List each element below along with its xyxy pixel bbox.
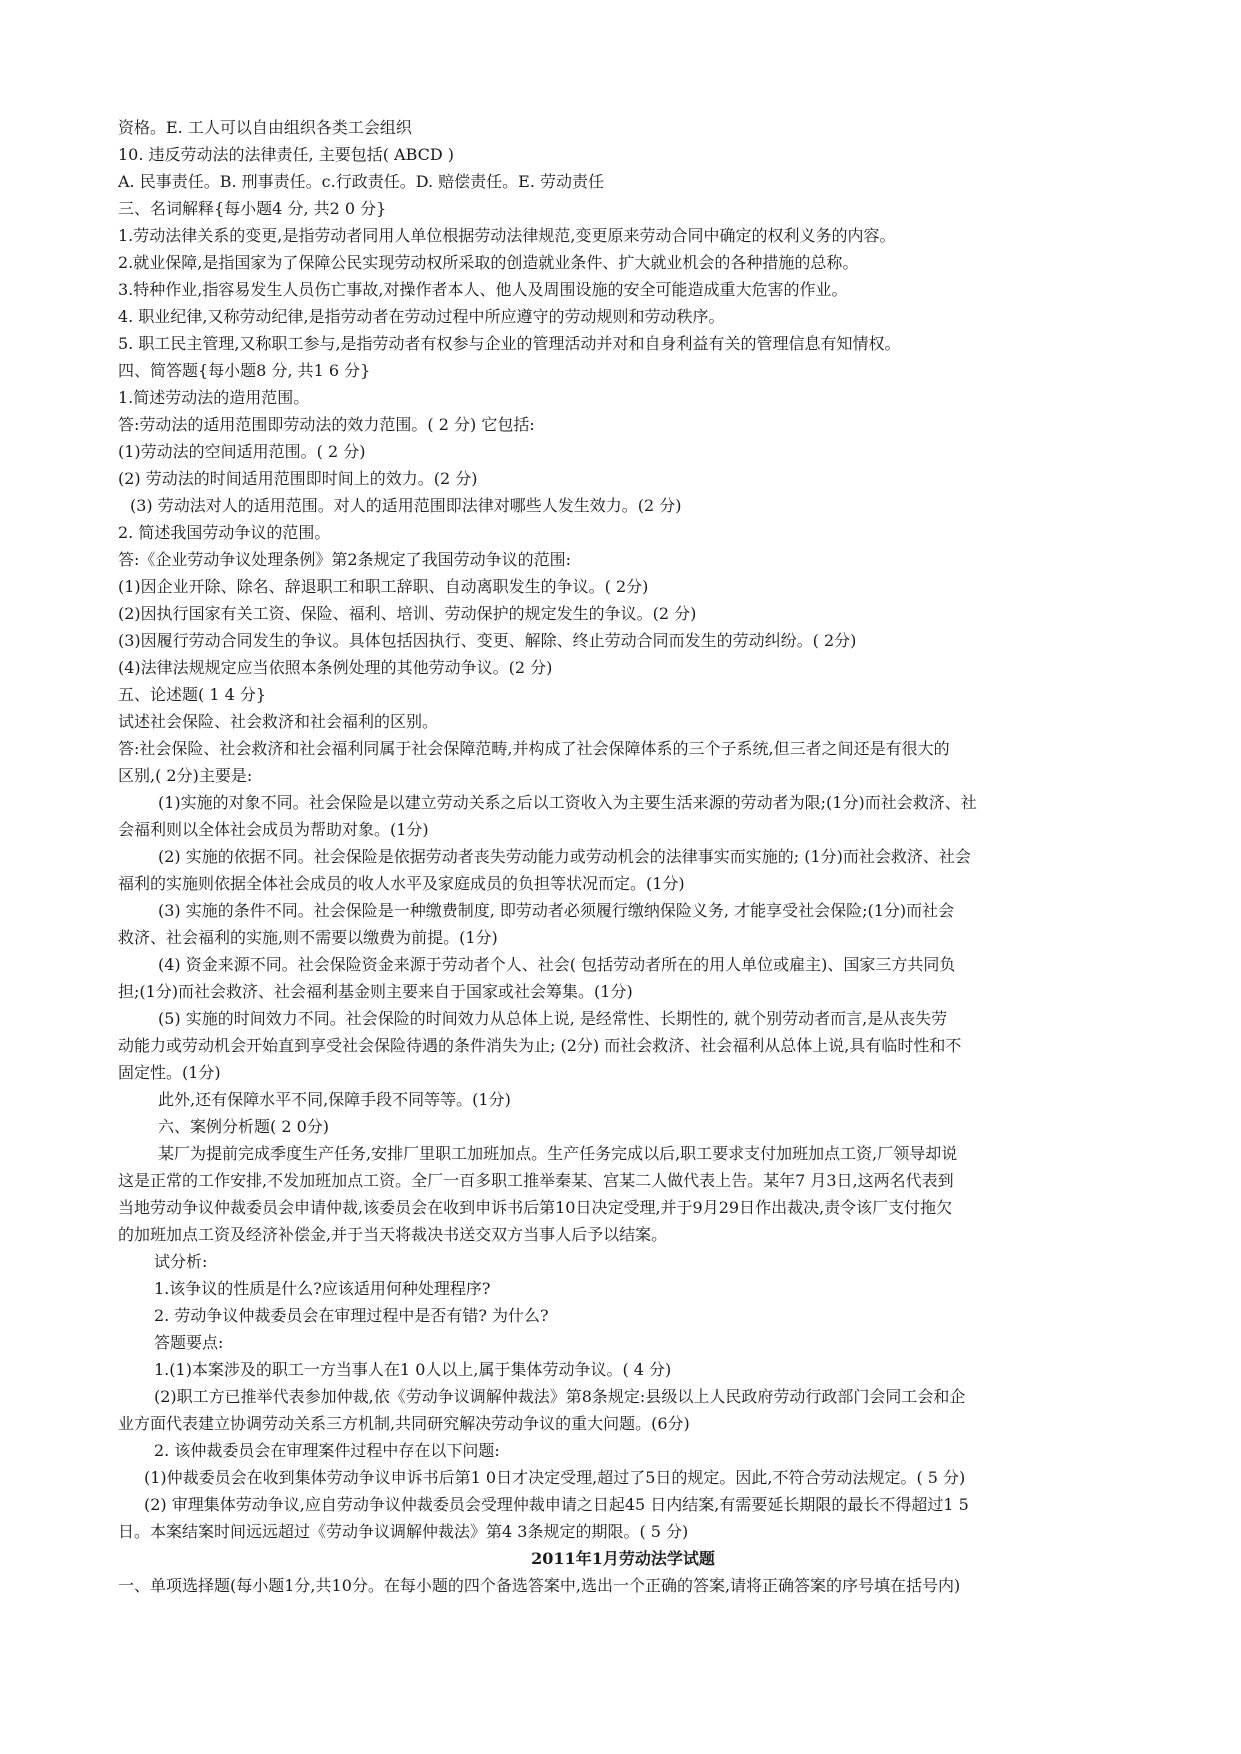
section-heading: 五、论述题( 1 4 分} xyxy=(118,685,267,704)
text-line: 试分析: xyxy=(154,1252,208,1271)
text-line: 这是正常的工作安排,不发加班加点工资。全厂一百多职工推举秦某、宫某二人做代表上告。某年7 月3日,这两名代表到 xyxy=(118,1171,954,1190)
text-line: (1)实施的对象不同。社会保险是以建立劳动关系之后以工资收入为主要生活来源的劳动者为限;(1分)而社会救济、社 xyxy=(158,793,977,812)
text-line: 的加班加点工资及经济补偿金,并于当天将裁决书送交双方当事人后予以结案。 xyxy=(118,1225,668,1244)
exam-title: 2011年1月劳动法学试题 xyxy=(531,1549,715,1568)
text-line: 5. 职工民主管理,又称职工参与,是指劳动者有权参与企业的管理活动并对和自身利益有关的管理信息有知情权。 xyxy=(118,334,901,353)
text-line: 2. 该仲裁委员会在审理案件过程中存在以下问题: xyxy=(154,1441,500,1460)
text-line: 担;(1分)而社会救济、社会福利基金则主要来自于国家或社会筹集。(1分) xyxy=(118,982,633,1001)
text-line: (2)因执行国家有关工资、保险、福利、培训、劳动保护的规定发生的争议。(2 分) xyxy=(118,604,697,623)
text-line: 固定性。(1分) xyxy=(118,1063,221,1082)
text-line: 救济、社会福利的实施,则不需要以缴费为前提。(1分) xyxy=(118,928,498,947)
text-line: A. 民事责任。B. 刑事责任。c.行政责任。D. 赔偿责任。E. 劳动责任 xyxy=(118,172,604,191)
text-line: (1)劳动法的空间适用范围。( 2 分) xyxy=(118,442,366,461)
text-line: 4. 职业纪律,又称劳动纪律,是指劳动者在劳动过程中所应遵守的劳动规则和劳动秩序。 xyxy=(118,307,725,326)
text-line: (3) 劳动法对人的适用范围。对人的适用范围即法律对哪些人发生效力。(2 分) xyxy=(130,496,682,515)
text-line: (4)法律法规规定应当依照本条例处理的其他劳动争议。(2 分) xyxy=(118,658,553,677)
text-line: 答:劳动法的适用范围即劳动法的效力范围。( 2 分) 它包括: xyxy=(118,415,535,434)
text-line: 2. 劳动争议仲裁委员会在审理过程中是否有错? 为什么? xyxy=(154,1306,549,1325)
text-line: (2) 审理集体劳动争议,应自劳动争议仲裁委员会受理仲裁申请之日起45 日内结案,有需要延长期限的最长不得超过1 5 xyxy=(144,1495,969,1514)
text-line: 2. 简述我国劳动争议的范围。 xyxy=(118,523,331,542)
text-line: 答:社会保险、社会救济和社会福利同属于社会保障范畴,并构成了社会保障体系的三个子系统,但三者之间还是有很大的 xyxy=(118,739,950,758)
text-line: (2)职工方已推举代表参加仲裁,依《劳动争议调解仲裁法》第8条规定:县级以上人民政府劳动行政部门会同工会和企 xyxy=(154,1387,966,1406)
section-heading: 六、案例分析题( 2 0分) xyxy=(158,1117,330,1136)
text-line: (2) 实施的依据不同。社会保险是依据劳动者丧失劳动能力或劳动机会的法律事实而实施的; (1分)而社会救济、社会 xyxy=(158,847,971,866)
text-line: 区别,( 2分)主要是: xyxy=(118,766,253,785)
text-line: 资格。E. 工人可以自由组织各类工会组织 xyxy=(118,118,412,137)
text-line: 会福利则以全体社会成员为帮助对象。(1分) xyxy=(118,820,429,839)
text-line: 此外,还有保障水平不同,保障手段不同等等。(1分) xyxy=(158,1090,511,1109)
text-line: 1.简述劳动法的造用范围。 xyxy=(118,388,310,407)
text-line: (1)因企业开除、除名、辞退职工和职工辞职、自动离职发生的争议。( 2分) xyxy=(118,577,649,596)
text-line: 当地劳动争议仲裁委员会申请仲裁,该委员会在收到申诉书后第10日决定受理,并于9月29日作出裁决,责令该厂支付拖欠 xyxy=(118,1198,953,1217)
text-line: 某厂为提前完成季度生产任务,安排厂里职工加班加点。生产任务完成以后,职工要求支付加班加点工资,厂领导却说 xyxy=(158,1144,958,1163)
text-line: (3) 实施的条件不同。社会保险是一种缴费制度, 即劳动者必须履行缴纳保险义务, 才能享受社会保险;(1分)而社会 xyxy=(158,901,955,920)
text-line: 2.就业保障,是指国家为了保障公民实现劳动权所采取的创造就业条件、扩大就业机会的各种措施的总称。 xyxy=(118,253,859,272)
text-line: (2) 劳动法的时间适用范围即时间上的效力。(2 分) xyxy=(118,469,478,488)
text-line: (3)因履行劳动合同发生的争议。具体包括因执行、变更、解除、终止劳动合同而发生的劳动纠纷。( 2分) xyxy=(118,631,857,650)
text-line: 10. 违反劳动法的法律责任, 主要包括( ABCD ) xyxy=(118,145,455,164)
text-line: 试述社会保险、社会救济和社会福利的区别。 xyxy=(118,712,439,731)
text-line: 1.劳动法律关系的变更,是指劳动者同用人单位根据劳动法律规范,变更原来劳动合同中确定的权利义务的内容。 xyxy=(118,226,896,245)
section-heading: 一、单项选择题(每小题1分,共10分。在每小题的四个备选答案中,选出一个正确的答案,请将正确答案的序号填在括号内) xyxy=(118,1576,961,1595)
text-line: 答:《企业劳动争议处理条例》第2条规定了我国劳动争议的范围: xyxy=(118,550,571,569)
text-line: (5) 实施的时间效力不同。社会保险的时间效力从总体上说, 是经常性、长期性的, 就个别劳动者而言,是从丧失劳 xyxy=(158,1009,948,1028)
section-heading: 三、名词解释{每小题4 分, 共2 0 分} xyxy=(118,199,387,218)
document-page xyxy=(118,114,1128,1599)
text-line: 日。本案结案时间远远超过《劳动争议调解仲裁法》第4 3条规定的期限。( 5 分) xyxy=(118,1522,689,1541)
text-line: 3.特种作业,指容易发生人员伤亡事故,对操作者本人、他人及周围设施的安全可能造成重大危害的作业。 xyxy=(118,280,848,299)
text-line: 福利的实施则依据全体社会成员的收人水平及家庭成员的负担等状况而定。(1分) xyxy=(118,874,685,893)
text-line: 业方面代表建立协调劳动关系三方机制,共同研究解决劳动争议的重大问题。(6分) xyxy=(118,1414,690,1433)
text-line: (4) 资金来源不同。社会保险资金来源于劳动者个人、社会( 包括劳动者所在的用人单位或雇主)、国家三方共同负 xyxy=(158,955,956,974)
text-line: 答题要点: xyxy=(154,1333,224,1352)
text-line: 1.该争议的性质是什么?应该适用何种处理程序? xyxy=(154,1279,491,1298)
section-heading: 四、简答题{每小题8 分, 共1 6 分} xyxy=(118,361,371,380)
text-line: 1.(1)本案涉及的职工一方当事人在1 0人以上,属于集体劳动争议。( 4 分) xyxy=(154,1360,672,1379)
text-line: 动能力或劳动机会开始直到享受社会保险待遇的条件消失为止; (2分) 而社会救济、社会福利从总体上说,具有临时性和不 xyxy=(118,1036,962,1055)
text-line: (1)仲裁委员会在收到集体劳动争议申诉书后第1 0日才决定受理,超过了5日的规定。因此,不符合劳动法规定。( 5 分) xyxy=(144,1468,966,1487)
